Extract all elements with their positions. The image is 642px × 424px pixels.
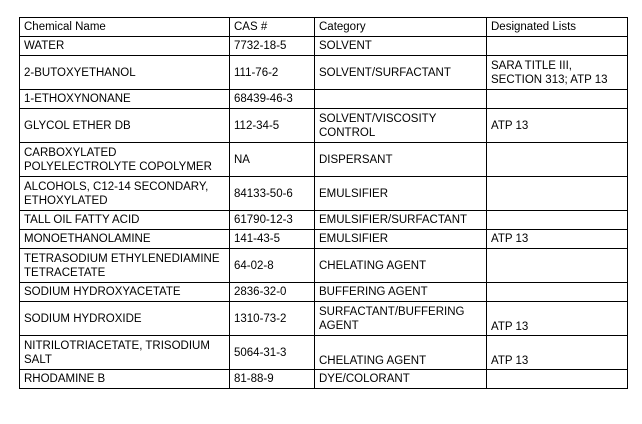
table-row	[20, 230, 628, 249]
cell-category: SOLVENT/SURFACTANT	[315, 56, 487, 90]
header-category: Category	[315, 18, 487, 37]
cell-designated-lists	[487, 37, 628, 56]
cell-category: CHELATING AGENT	[315, 336, 487, 370]
cell-designated-lists: ATP 13	[487, 109, 628, 143]
cell-category: SOLVENT/VISCOSITY CONTROL	[315, 109, 487, 143]
cell-cas: 141-43-5	[230, 230, 315, 249]
cell-category: BUFFERING AGENT	[315, 283, 487, 302]
table-row	[20, 283, 628, 302]
cell-chemical-name: TETRASODIUM ETHYLENEDIAMINE TETRACETATE	[20, 249, 230, 283]
cell-chemical-name: SODIUM HYDROXYACETATE	[20, 283, 230, 302]
table-row	[20, 211, 628, 230]
cell-cas: 2836-32-0	[230, 283, 315, 302]
header-chemical-name: Chemical Name	[20, 18, 230, 37]
cell-cas: NA	[230, 143, 315, 177]
cell-chemical-name: MONOETHANOLAMINE	[20, 230, 230, 249]
cell-category: CHELATING AGENT	[315, 249, 487, 283]
cell-chemical-name: 1-ETHOXYNONANE	[20, 90, 230, 109]
cell-chemical-name: RHODAMINE B	[20, 370, 230, 389]
cell-cas: 68439-46-3	[230, 90, 315, 109]
cell-category: EMULSIFIER/SURFACTANT	[315, 211, 487, 230]
table-row	[20, 109, 628, 143]
table-row	[20, 37, 628, 56]
cell-designated-lists: ATP 13	[487, 336, 628, 370]
cell-designated-lists	[487, 370, 628, 389]
table-row	[20, 336, 628, 370]
cell-designated-lists	[487, 177, 628, 211]
cell-cas: 112-34-5	[230, 109, 315, 143]
header-row	[20, 18, 628, 37]
cell-cas: 5064-31-3	[230, 336, 315, 370]
cell-category: EMULSIFIER	[315, 230, 487, 249]
cell-cas: 1310-73-2	[230, 302, 315, 336]
cell-cas: 64-02-8	[230, 249, 315, 283]
table-row	[20, 56, 628, 90]
cell-chemical-name: GLYCOL ETHER DB	[20, 109, 230, 143]
cell-cas: 61790-12-3	[230, 211, 315, 230]
cell-category: EMULSIFIER	[315, 177, 487, 211]
cell-cas: 81-88-9	[230, 370, 315, 389]
cell-designated-lists	[487, 90, 628, 109]
table-row	[20, 302, 628, 336]
cell-designated-lists	[487, 283, 628, 302]
cell-chemical-name: NITRILOTRIACETATE, TRISODIUM SALT	[20, 336, 230, 370]
cell-chemical-name: CARBOXYLATED POLYELECTROLYTE COPOLYMER	[20, 143, 230, 177]
table-row	[20, 143, 628, 177]
chemical-table	[19, 17, 628, 389]
cell-cas: 7732-18-5	[230, 37, 315, 56]
cell-designated-lists	[487, 249, 628, 283]
header-designated-lists: Designated Lists	[487, 18, 628, 37]
cell-category: SOLVENT	[315, 37, 487, 56]
cell-category: DISPERSANT	[315, 143, 487, 177]
cell-category	[315, 90, 487, 109]
cell-chemical-name: TALL OIL FATTY ACID	[20, 211, 230, 230]
cell-chemical-name: ALCOHOLS, C12-14 SECONDARY, ETHOXYLATED	[20, 177, 230, 211]
table-row	[20, 249, 628, 283]
table-row	[20, 177, 628, 211]
cell-designated-lists: ATP 13	[487, 302, 628, 336]
cell-cas: 84133-50-6	[230, 177, 315, 211]
header-cas: CAS #	[230, 18, 315, 37]
table-row	[20, 90, 628, 109]
cell-designated-lists: SARA TITLE III, SECTION 313; ATP 13	[487, 56, 628, 90]
cell-designated-lists	[487, 143, 628, 177]
cell-cas: 111-76-2	[230, 56, 315, 90]
cell-category: SURFACTANT/BUFFERING AGENT	[315, 302, 487, 336]
cell-chemical-name: SODIUM HYDROXIDE	[20, 302, 230, 336]
table-row	[20, 370, 628, 389]
cell-designated-lists	[487, 211, 628, 230]
cell-chemical-name: WATER	[20, 37, 230, 56]
cell-designated-lists: ATP 13	[487, 230, 628, 249]
cell-category: DYE/COLORANT	[315, 370, 487, 389]
cell-chemical-name: 2-BUTOXYETHANOL	[20, 56, 230, 90]
